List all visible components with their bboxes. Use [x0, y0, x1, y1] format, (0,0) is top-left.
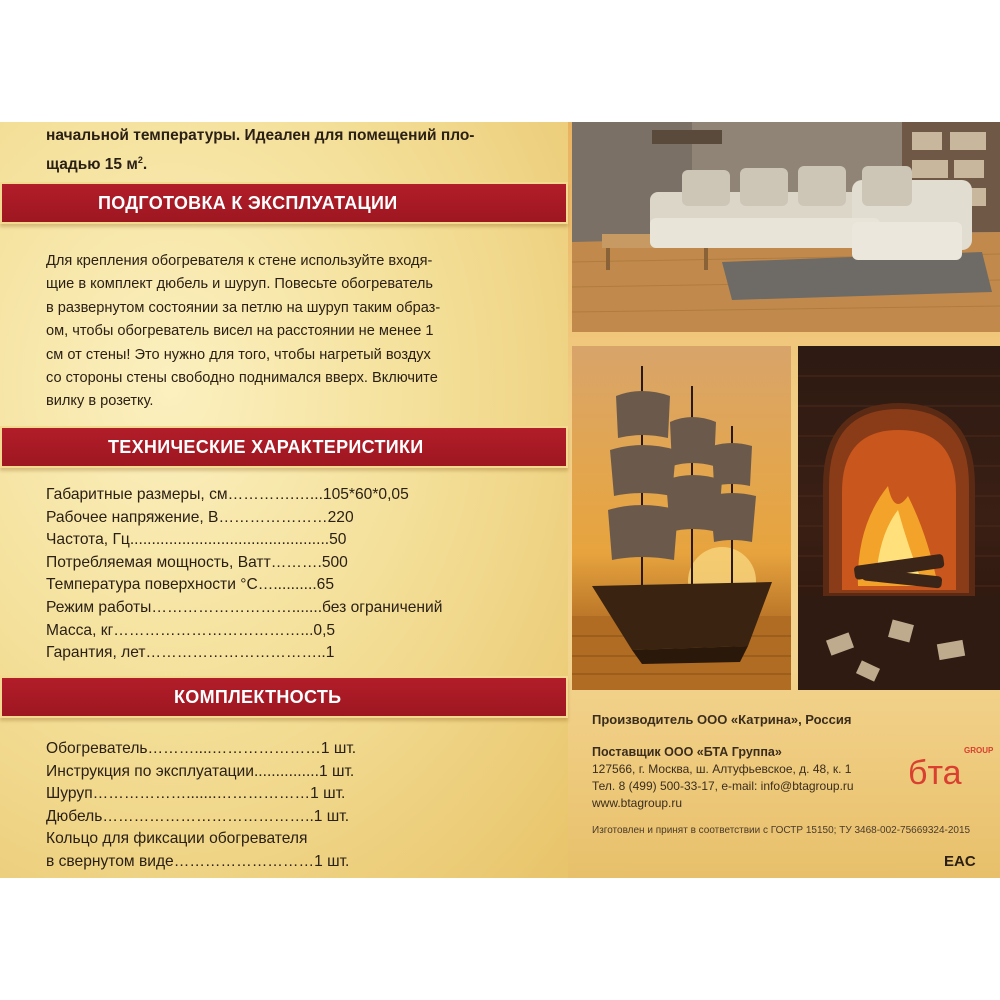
- intro-text: [46, 124, 561, 177]
- spec-row: Габаритные размеры, см………….…...105*60*0,05: [46, 486, 409, 503]
- spec-row: Частота, Гц..............................................50: [46, 531, 347, 549]
- supplier-info: [592, 744, 892, 812]
- manufacturer-text: Производитель ООО «Катрина», Россия: [592, 712, 852, 727]
- kit-row: Дюбель…………………………………..1 шт.: [46, 807, 350, 825]
- specs-header: [0, 426, 568, 468]
- spec-row: Гарантия, лет……………………………..1: [46, 644, 335, 662]
- living-room-photo: [572, 122, 1000, 332]
- paragraph-line: см от стены! Это нужно для того, чтобы нагретый воздух: [46, 346, 431, 363]
- intro-area-text: щадью 15 м: [46, 156, 138, 174]
- fireplace-photo: [798, 346, 1000, 690]
- svg-text:EAC: EAC: [944, 853, 976, 870]
- paragraph-line: в развернутом состоянии за петлю на шуруп таким образ-: [46, 299, 441, 316]
- intro-line: [46, 148, 561, 177]
- sailing-ship-illustration: [572, 346, 791, 690]
- eac-icon: [944, 848, 976, 872]
- kit-list: [46, 738, 356, 874]
- gost-compliance-text: Изготовлен и принят в соответствии с ГОСТР 15150; ТУ 3468-002-75669324-2015: [592, 825, 971, 836]
- kit-row: Шуруп……………….......………………1 шт.: [46, 785, 346, 803]
- product-sheet: [0, 122, 1000, 878]
- bta-logo-mark: [906, 744, 994, 792]
- supplier-title: Поставщик ООО «БТА Группа»: [592, 745, 782, 759]
- intro-superscript: 2: [137, 155, 143, 165]
- logo-wordmark: бта: [908, 754, 962, 792]
- paragraph-line: со стороны стены свободно поднимался вверх. Включите: [46, 370, 438, 387]
- preparation-header: [0, 182, 568, 224]
- bta-group-logo: [906, 744, 994, 792]
- kit-row: в свернутом виде………………………1 шт.: [46, 852, 350, 870]
- eac-mark: [944, 848, 976, 872]
- supplier-site: www.btagroup.ru: [592, 796, 683, 810]
- kit-title: КОМПЛЕКТНОСТЬ: [174, 686, 342, 707]
- living-room-illustration: [572, 122, 1000, 332]
- intro-line: начальной температуры. Идеален для помещений пло-: [46, 127, 475, 144]
- supplier-phone: Тел. 8 (499) 500-33-17, e-mail: info@btagroup.ru: [592, 779, 854, 793]
- preparation-title: ПОДГОТОВКА К ЭКСПЛУАТАЦИИ: [98, 192, 398, 213]
- supplier-address: 127566, г. Москва, ш. Алтуфьевское, д. 48, к. 1: [592, 762, 852, 776]
- sailing-ship-photo: [572, 346, 791, 690]
- kit-header: [0, 676, 568, 718]
- kit-row: Обогреватель………....…………………1 шт.: [46, 740, 357, 757]
- spec-row: Масса, кг………………………………...0,5: [46, 621, 336, 639]
- paragraph-line: вилку в розетку.: [46, 393, 154, 410]
- preparation-text: [46, 250, 546, 414]
- paragraph-line: ом, чтобы обогреватель висел на расстоянии не менее 1: [46, 323, 434, 340]
- intro-period: .: [142, 156, 148, 174]
- spec-row: Температура поверхности °С…..........65: [46, 576, 334, 594]
- spec-row: Режим работы……………………….......без ограничений: [46, 598, 443, 616]
- paragraph-line: Для крепления обогревателя к стене используйте входя-: [46, 253, 433, 269]
- paragraph-line: щие в комплект дюбель и шуруп. Повесьте обогреватель: [46, 276, 433, 293]
- specs-list: [46, 484, 442, 665]
- spec-row: Рабочее напряжение, В…………………220: [46, 508, 354, 526]
- fireplace-illustration: [798, 346, 1000, 690]
- spec-row: Потребляемая мощность, Ватт……….500: [46, 553, 348, 571]
- logo-tag: GROUP: [964, 746, 994, 755]
- kit-row: Инструкция по эксплуатации...............1 шт.: [46, 762, 355, 780]
- kit-row: Кольцо для фиксации обогревателя: [46, 830, 308, 848]
- specs-title: ТЕХНИЧЕСКИЕ ХАРАКТЕРИСТИКИ: [108, 436, 424, 457]
